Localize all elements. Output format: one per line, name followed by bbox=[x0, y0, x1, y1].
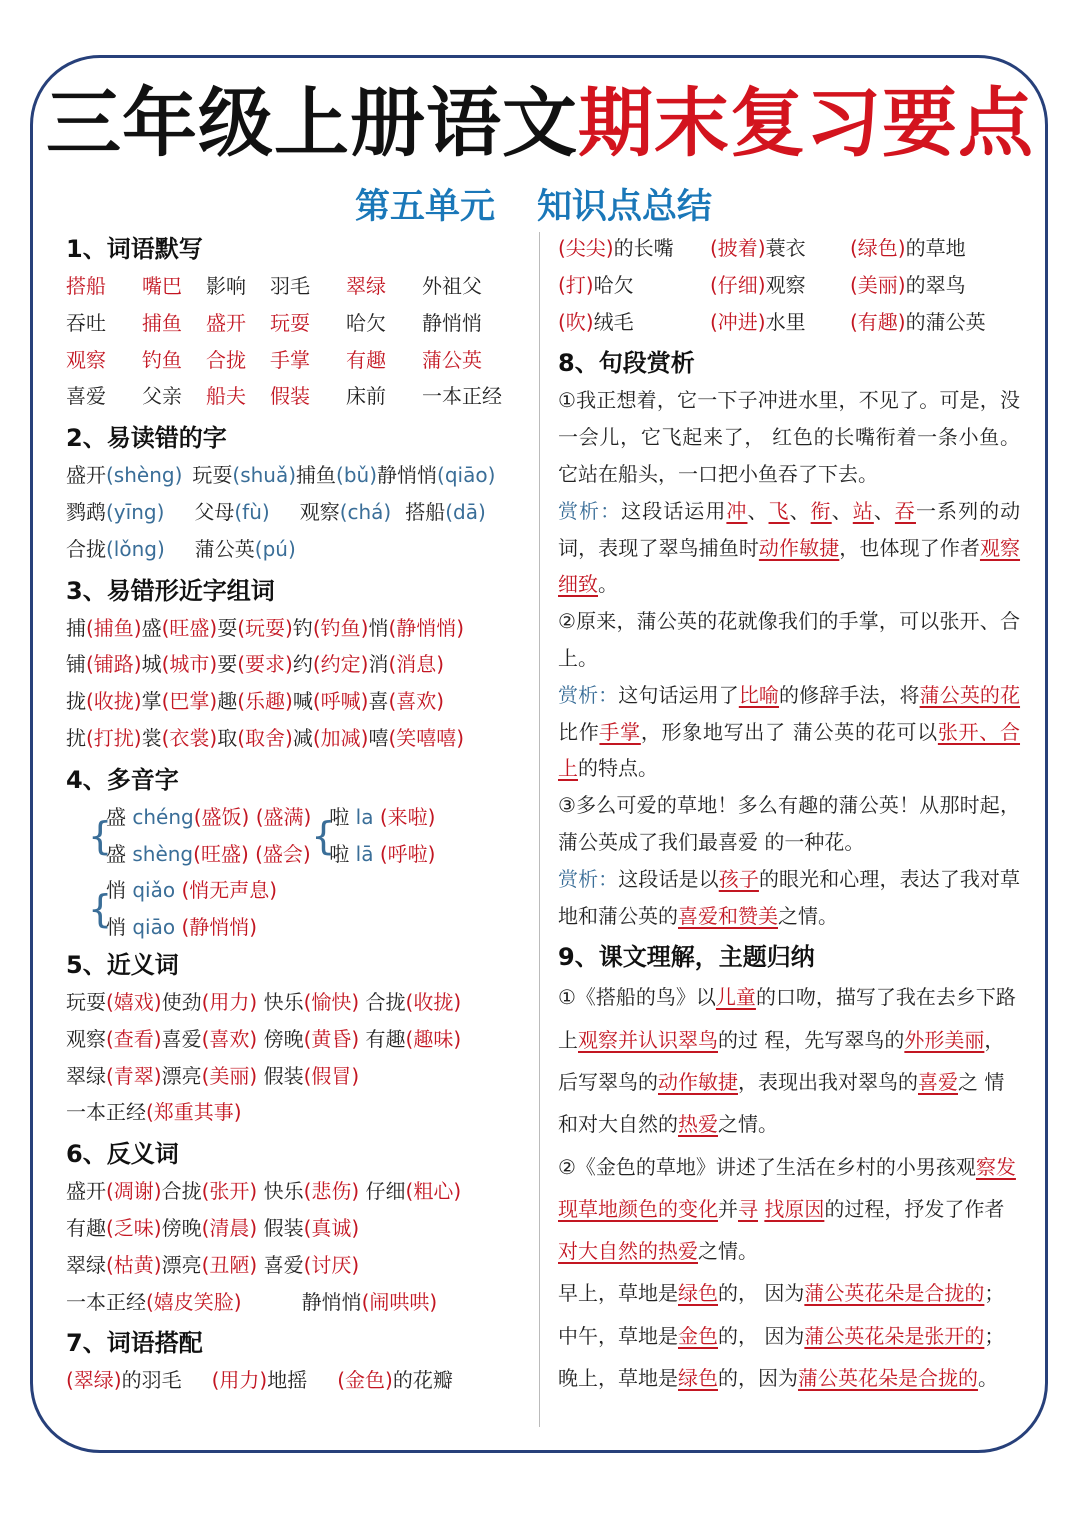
compound: (静悄悄) bbox=[181, 915, 258, 940]
word: 羽毛 bbox=[270, 274, 310, 298]
keyword: 手掌 bbox=[599, 719, 641, 744]
word: 喜爱 bbox=[66, 384, 106, 409]
char: 减 bbox=[292, 725, 313, 750]
compound: (盛满) bbox=[255, 804, 312, 829]
section-heading: 2、易读错的字 bbox=[66, 424, 227, 453]
synonym: (郑重其事) bbox=[146, 1100, 242, 1125]
word: 玩耍 bbox=[192, 463, 233, 488]
analysis-label: 赏析： bbox=[558, 498, 622, 523]
char: 喜 bbox=[368, 689, 389, 714]
head: 绒毛 bbox=[593, 309, 634, 334]
head: 的花瓣 bbox=[392, 1368, 453, 1393]
keyword: 孩子 bbox=[718, 866, 759, 891]
polyphone-group bbox=[66, 872, 530, 946]
page-title bbox=[0, 78, 1080, 168]
word: 翠绿 bbox=[66, 1063, 106, 1088]
section-heading: 1、词语默写 bbox=[66, 235, 203, 263]
word: 合拢 bbox=[161, 1179, 202, 1204]
word: 快乐 bbox=[263, 1179, 304, 1204]
char-row bbox=[66, 610, 530, 647]
analysis-label: 赏析： bbox=[558, 866, 619, 891]
word: 嘴巴 bbox=[142, 274, 182, 298]
polyphone-group bbox=[66, 799, 530, 873]
text: 并 bbox=[718, 1196, 738, 1221]
char-row bbox=[66, 720, 530, 757]
char: 盛 bbox=[106, 804, 126, 829]
subtitle-summary: 知识点总结 bbox=[537, 187, 713, 227]
pinyin: la bbox=[355, 804, 374, 829]
keyword: 吞 bbox=[894, 498, 916, 523]
char: 要 bbox=[217, 652, 238, 677]
section-heading: 8、句段赏析 bbox=[558, 349, 695, 378]
head: 的草地 bbox=[905, 236, 966, 260]
word: 哈欠 bbox=[346, 310, 386, 335]
compound: (喜欢) bbox=[388, 689, 445, 714]
pinyin: lā bbox=[355, 841, 374, 866]
word: 手掌 bbox=[270, 347, 310, 372]
keyword: 动作敏捷 bbox=[658, 1069, 738, 1094]
modifier: (美丽) bbox=[850, 272, 906, 297]
text: 之情。 bbox=[698, 1239, 758, 1264]
pinyin-row bbox=[66, 457, 530, 494]
keyword: 绿色 bbox=[678, 1281, 718, 1306]
compound: (取舍) bbox=[237, 725, 293, 750]
subtitle-unit: 第五单元 bbox=[355, 187, 496, 227]
section-heading: 9、课文理解，主题归纳 bbox=[558, 943, 815, 972]
keyword: 寻 bbox=[738, 1196, 758, 1221]
synonym: (喜欢) bbox=[201, 1026, 258, 1051]
section-heading: 4、多音字 bbox=[66, 765, 179, 794]
pinyin: (qiāo) bbox=[437, 463, 496, 488]
char: 掌 bbox=[141, 689, 162, 714]
antonym-row bbox=[66, 1284, 530, 1321]
word: 翠绿 bbox=[66, 1252, 106, 1277]
antonym: (讨厌) bbox=[303, 1252, 360, 1277]
word: 玩耍 bbox=[270, 310, 310, 335]
word: 一本正经 bbox=[422, 384, 502, 409]
modifier: (尖尖) bbox=[558, 236, 614, 260]
keyword: 冲 bbox=[726, 498, 748, 523]
word: 观察 bbox=[66, 347, 106, 372]
char: 悄 bbox=[106, 915, 126, 940]
text: 这段话运用 bbox=[621, 498, 727, 523]
word: 假装 bbox=[270, 384, 310, 409]
char: 啦 bbox=[329, 841, 350, 866]
word: 合拢 bbox=[365, 989, 406, 1014]
keyword: 比喻 bbox=[738, 682, 780, 707]
char: 铺 bbox=[66, 652, 86, 677]
keyword: 喜爱和赞美 bbox=[678, 903, 778, 928]
synonym: (趣味) bbox=[405, 1026, 462, 1051]
compound: (捕鱼) bbox=[86, 615, 142, 640]
passage: ①我正想着，它一下子冲进水里，不见了。可是，没一会儿，它飞起来了， 红色的长嘴衔着一条小鱼。它站在船头，一口把小鱼吞了下去。 bbox=[558, 388, 1020, 486]
text: 之情。 bbox=[778, 903, 838, 928]
text: 的过程，抒发了作者 bbox=[824, 1196, 1005, 1221]
pinyin: (fù) bbox=[234, 499, 270, 524]
text: 早上，草地是 bbox=[558, 1281, 678, 1306]
word-row bbox=[66, 305, 530, 342]
antonym: (嬉皮笑脸) bbox=[146, 1289, 242, 1314]
text: 的口吻，描写了我在去乡下路上 bbox=[558, 985, 1016, 1052]
keyword: 蒲公英的花 bbox=[919, 682, 1021, 707]
right-column bbox=[558, 230, 1020, 1399]
word: 翠绿 bbox=[346, 274, 386, 298]
keyword: 热爱 bbox=[678, 1112, 718, 1137]
compound: (钓鱼) bbox=[312, 615, 369, 640]
keyword: 观察并认识翠鸟 bbox=[578, 1027, 718, 1052]
compound: (来啦) bbox=[379, 804, 436, 829]
word: 影响 bbox=[206, 274, 246, 298]
collocation-row bbox=[66, 1362, 530, 1399]
char: 盛 bbox=[106, 841, 126, 866]
antonym: (清晨) bbox=[201, 1215, 258, 1240]
word: 有趣 bbox=[346, 347, 386, 372]
compound: (巴掌) bbox=[161, 689, 218, 714]
left-column bbox=[66, 230, 530, 1399]
modifier: (有趣) bbox=[850, 309, 906, 334]
antonym: (闹哄哄) bbox=[361, 1289, 438, 1314]
column-divider bbox=[539, 232, 540, 1427]
passage: ③多么可爱的草地！多么有趣的蒲公英！从那时起，蒲公英成了我们最喜爱 的一种花。 bbox=[558, 793, 1020, 854]
keyword: 飞 bbox=[768, 498, 790, 523]
compound: (玩耍) bbox=[237, 615, 293, 640]
word: 蒲公英 bbox=[194, 536, 255, 561]
word: 盛开 bbox=[206, 310, 246, 335]
head: 的长嘴 bbox=[613, 236, 674, 260]
head: 地摇 bbox=[267, 1368, 308, 1393]
pinyin: (shèng) bbox=[106, 463, 183, 488]
synonym: (假冒) bbox=[303, 1063, 360, 1088]
word: 吞吐 bbox=[66, 310, 106, 335]
pinyin: (dā) bbox=[445, 499, 486, 524]
compound: (消息) bbox=[388, 652, 445, 677]
brace-icon: { bbox=[88, 813, 113, 858]
text: ②《金色的草地》讲述了生活在乡村的小男孩观 bbox=[558, 1154, 976, 1179]
text: 之 情和对大自然的 bbox=[558, 1069, 1005, 1137]
pinyin: (yīng) bbox=[106, 499, 165, 524]
compound: (约定) bbox=[312, 652, 369, 677]
antonym: (张开) bbox=[201, 1179, 258, 1204]
antonym: (乏味) bbox=[106, 1215, 162, 1240]
word: 漂亮 bbox=[161, 1252, 202, 1277]
word: 船夫 bbox=[206, 384, 246, 409]
synonym-row bbox=[66, 1058, 530, 1095]
word: 快乐 bbox=[263, 989, 304, 1014]
title-red: 期末复习要点 bbox=[578, 79, 1035, 167]
antonym: (真诚) bbox=[303, 1215, 360, 1240]
text: 。 bbox=[598, 572, 618, 597]
compound: (悄无声息) bbox=[181, 878, 278, 903]
word: 假装 bbox=[263, 1063, 304, 1088]
pinyin: qiāo bbox=[132, 915, 176, 940]
word: 静悄悄 bbox=[377, 463, 438, 488]
pinyin: (bǔ) bbox=[336, 463, 378, 488]
char: 拢 bbox=[66, 689, 86, 714]
char: 啦 bbox=[329, 804, 350, 829]
head: 的翠鸟 bbox=[905, 272, 966, 297]
compound: (加减) bbox=[312, 725, 369, 750]
word: 漂亮 bbox=[161, 1063, 202, 1088]
text: 这句话运用了 bbox=[618, 682, 739, 707]
compound: (城市) bbox=[161, 652, 218, 677]
word: 假装 bbox=[263, 1215, 304, 1240]
word: 父母 bbox=[194, 499, 235, 524]
modifier: (绿色) bbox=[850, 236, 906, 260]
modifier: (披着) bbox=[710, 236, 766, 260]
antonym: (凋谢) bbox=[106, 1179, 162, 1204]
keyword: 外形美丽 bbox=[904, 1027, 985, 1052]
text: 的修辞手法，将 bbox=[779, 682, 920, 707]
char: 钓 bbox=[292, 615, 313, 640]
antonym: (枯黄) bbox=[106, 1252, 162, 1277]
text: ，形象地写出了 蒲公英的花可以 bbox=[640, 719, 938, 744]
char: 耍 bbox=[217, 615, 238, 640]
word: 蒲公英 bbox=[422, 347, 482, 372]
char: 趣 bbox=[217, 689, 238, 714]
word: 外祖父 bbox=[422, 274, 482, 298]
keyword: 绿色 bbox=[678, 1366, 718, 1391]
analysis bbox=[558, 861, 1020, 935]
pinyin: (shuǎ) bbox=[232, 463, 297, 488]
section-heading: 7、词语搭配 bbox=[66, 1329, 203, 1358]
word: 喜爱 bbox=[263, 1252, 304, 1277]
char: 取 bbox=[217, 725, 238, 750]
word: 傍晚 bbox=[161, 1215, 202, 1240]
word: 一本正经 bbox=[66, 1100, 146, 1125]
modifier: (冲进) bbox=[710, 309, 766, 334]
head: 蓑衣 bbox=[765, 236, 806, 260]
modifier: (仔细) bbox=[710, 272, 766, 297]
text: 一系列的动词，表现了翠鸟捕鱼时 bbox=[558, 498, 1021, 560]
pinyin: (chá) bbox=[339, 499, 392, 524]
text: 的特点。 bbox=[578, 756, 658, 781]
summary-paragraph bbox=[558, 976, 1020, 1145]
modifier: (打) bbox=[558, 272, 594, 297]
text: 的过 程，先写翠鸟的 bbox=[718, 1027, 905, 1052]
word: 傍晚 bbox=[263, 1026, 304, 1051]
word: 静悄悄 bbox=[422, 310, 482, 335]
char: 盛 bbox=[141, 615, 162, 640]
char: 扰 bbox=[66, 725, 86, 750]
word: 捕鱼 bbox=[142, 310, 182, 335]
keyword: 动作敏捷 bbox=[758, 535, 840, 560]
collocation-row bbox=[558, 230, 1020, 267]
head: 的羽毛 bbox=[121, 1368, 182, 1393]
text: 、 bbox=[831, 498, 853, 523]
pinyin: qiǎo bbox=[132, 878, 176, 903]
section-heading: 5、近义词 bbox=[66, 950, 179, 979]
subtitle bbox=[355, 185, 755, 229]
pinyin-row bbox=[66, 494, 530, 531]
word: 有趣 bbox=[365, 1026, 406, 1051]
word: 盛开 bbox=[66, 1179, 106, 1204]
word: 合拢 bbox=[206, 347, 246, 372]
char: 喊 bbox=[292, 689, 313, 714]
compound: (盛会) bbox=[255, 841, 311, 866]
analysis-label: 赏析： bbox=[558, 682, 619, 707]
brace-icon: { bbox=[88, 887, 113, 932]
text: 、 bbox=[747, 498, 769, 523]
modifier: (用力) bbox=[211, 1368, 268, 1393]
text: ； 中午，草地是 bbox=[558, 1281, 1005, 1348]
char-row bbox=[66, 683, 530, 720]
word: 玩耍 bbox=[66, 989, 106, 1014]
char: 嘻 bbox=[368, 725, 389, 750]
head: 观察 bbox=[765, 272, 806, 297]
text: 、 bbox=[873, 498, 895, 523]
char: 消 bbox=[368, 652, 389, 677]
passage: ②原来，蒲公英的花就像我们的手掌，可以张开、合上。 bbox=[558, 609, 1020, 670]
text: ； 晚上，草地是 bbox=[558, 1323, 1005, 1391]
head: 水里 bbox=[765, 309, 806, 334]
word: 搭船 bbox=[66, 274, 106, 298]
compound: (衣裳) bbox=[161, 725, 218, 750]
keyword: 站 bbox=[852, 498, 874, 523]
word: 一本正经 bbox=[66, 1289, 146, 1314]
text: 的， 因为 bbox=[718, 1323, 805, 1348]
word: 床前 bbox=[346, 384, 386, 409]
keyword: 蒲公英花朵是张开的 bbox=[804, 1323, 985, 1348]
analysis bbox=[558, 677, 1020, 787]
text: ①《搭船的鸟》以 bbox=[558, 985, 716, 1010]
head: 哈欠 bbox=[593, 272, 634, 297]
text: 。 bbox=[978, 1366, 998, 1391]
text: ，表现出我对翠鸟的 bbox=[738, 1069, 918, 1094]
compound: (打扰) bbox=[86, 725, 142, 750]
keyword: 张开、合上 bbox=[558, 719, 1021, 781]
brace-icon: { bbox=[311, 813, 336, 858]
keyword: 儿童 bbox=[715, 985, 756, 1010]
word: 合拢 bbox=[66, 536, 106, 561]
char: 悄 bbox=[368, 615, 389, 640]
antonym: (粗心) bbox=[405, 1179, 462, 1204]
word-row bbox=[66, 268, 530, 305]
word: 观察 bbox=[66, 1026, 106, 1051]
text: ，也体现了作者 bbox=[839, 535, 980, 560]
modifier: (翠绿) bbox=[66, 1368, 122, 1393]
antonym-row bbox=[66, 1247, 530, 1284]
synonym: (黄昏) bbox=[303, 1026, 360, 1051]
synonym: (美丽) bbox=[201, 1063, 258, 1088]
text: 的， 因为 bbox=[718, 1281, 805, 1306]
text: ，后写翠鸟的 bbox=[558, 1027, 1005, 1094]
synonym: (青翠) bbox=[106, 1063, 162, 1088]
section-heading: 3、易错形近字组词 bbox=[66, 576, 275, 605]
collocation-row bbox=[558, 304, 1020, 341]
char: 约 bbox=[292, 652, 313, 677]
pinyin: shèng bbox=[132, 841, 194, 866]
word: 使劲 bbox=[161, 989, 202, 1014]
synonym-row bbox=[66, 1021, 530, 1058]
compound: (要求) bbox=[237, 652, 293, 677]
synonym: (用力) bbox=[201, 989, 258, 1014]
head: 的蒲公英 bbox=[905, 309, 986, 334]
keyword: 察发现草地颜色的变化 bbox=[558, 1154, 1016, 1221]
word: 喜爱 bbox=[161, 1026, 202, 1051]
antonym-row bbox=[66, 1210, 530, 1247]
title-black: 三年级上册语文 bbox=[45, 79, 578, 167]
antonym-row bbox=[66, 1173, 530, 1210]
synonym: (愉快) bbox=[303, 989, 360, 1014]
pinyin: (pú) bbox=[254, 536, 296, 561]
compound: (收拢) bbox=[86, 689, 142, 714]
word: 搭船 bbox=[405, 499, 446, 524]
collocation-row bbox=[558, 267, 1020, 304]
synonym: (查看) bbox=[106, 1026, 162, 1051]
word: 仔细 bbox=[365, 1179, 406, 1204]
word: 有趣 bbox=[66, 1215, 106, 1240]
word: 盛开 bbox=[66, 463, 106, 488]
synonym-row bbox=[66, 1094, 530, 1131]
text: 这段话是以 bbox=[618, 866, 719, 891]
word-row bbox=[66, 378, 530, 415]
word-row bbox=[66, 342, 530, 379]
word: 观察 bbox=[299, 499, 340, 524]
text: 的眼光和心理，表达了我对草地和蒲公英的 bbox=[558, 866, 1021, 928]
modifier: (金色) bbox=[337, 1368, 393, 1393]
keyword: 喜爱 bbox=[918, 1069, 958, 1094]
keyword: 衔 bbox=[810, 498, 832, 523]
compound: (铺路) bbox=[86, 652, 142, 677]
char: 悄 bbox=[106, 878, 126, 903]
compound: (笑嘻嘻) bbox=[388, 725, 465, 750]
text: 比作 bbox=[558, 719, 600, 744]
char: 捕 bbox=[66, 615, 86, 640]
keyword: 找原因 bbox=[764, 1196, 825, 1221]
pinyin-row bbox=[66, 531, 530, 568]
keyword: 蒲公英花朵是合拢的 bbox=[804, 1281, 985, 1306]
word: 捕鱼 bbox=[296, 463, 337, 488]
word: 父亲 bbox=[142, 384, 182, 409]
char: 城 bbox=[141, 652, 162, 677]
pinyin: chéng bbox=[132, 804, 194, 829]
compound: (盛饭) bbox=[193, 804, 250, 829]
pinyin: (lǒng) bbox=[106, 536, 165, 561]
word: 静悄悄 bbox=[301, 1289, 362, 1314]
synonym: (嬉戏) bbox=[106, 989, 162, 1014]
compound: (旺盛) bbox=[193, 841, 249, 866]
antonym: (丑陋) bbox=[201, 1252, 258, 1277]
keyword: 对大自然的热爱 bbox=[558, 1239, 698, 1264]
section-heading: 6、反义词 bbox=[66, 1140, 179, 1169]
text: 的，因为 bbox=[718, 1366, 798, 1391]
modifier: (吹) bbox=[558, 309, 594, 334]
keyword: 观察细致 bbox=[558, 535, 1021, 597]
compound: (呼啦) bbox=[379, 841, 436, 866]
compound: (静悄悄) bbox=[388, 615, 465, 640]
analysis bbox=[558, 493, 1020, 603]
synonym-row bbox=[66, 984, 530, 1021]
word: 钓鱼 bbox=[142, 347, 182, 372]
text: 之情。 bbox=[718, 1112, 778, 1137]
keyword: 金色 bbox=[678, 1323, 718, 1348]
compound: (呼喊) bbox=[312, 689, 369, 714]
summary-paragraph bbox=[558, 1272, 1020, 1399]
synonym: (收拢) bbox=[405, 989, 462, 1014]
word: 鹨鹉 bbox=[66, 499, 106, 524]
text: 、 bbox=[789, 498, 811, 523]
summary-paragraph bbox=[558, 1146, 1020, 1273]
keyword: 蒲公英花朵是合拢的 bbox=[798, 1366, 978, 1391]
antonym: (悲伤) bbox=[303, 1179, 360, 1204]
compound: (乐趣) bbox=[237, 689, 293, 714]
char: 裳 bbox=[141, 725, 162, 750]
compound: (旺盛) bbox=[161, 615, 218, 640]
char-row bbox=[66, 646, 530, 683]
